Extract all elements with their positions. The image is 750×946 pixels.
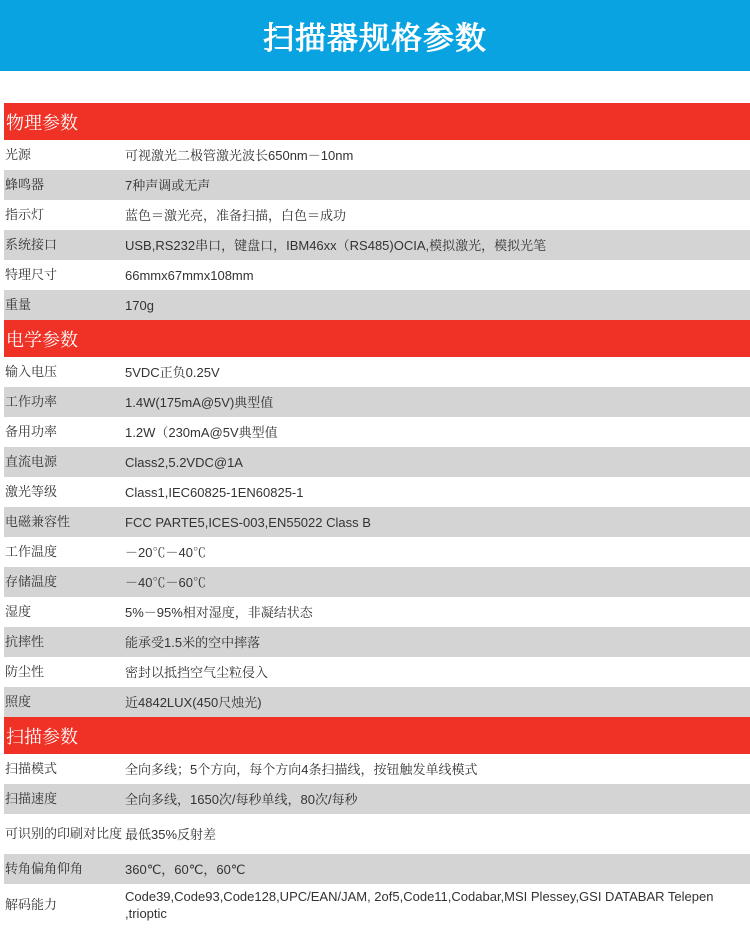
section-header-electrical: 电学参数 [4, 320, 750, 357]
row-value: 全向多线；5个方向，每个方向4条扫描线，按钮触发单线模式 [125, 761, 478, 777]
table-row [4, 260, 750, 290]
table-row [4, 854, 750, 884]
table-row [4, 567, 750, 597]
row-label: 激光等级 [5, 484, 58, 500]
row-label: 可识别的印刷对比度 [5, 826, 123, 842]
row-label: 湿度 [5, 604, 32, 620]
table-row [4, 447, 750, 477]
row-value: 5VDC正负0.25V [125, 364, 220, 380]
table-row [4, 784, 750, 814]
row-label: 解码能力 [5, 897, 58, 913]
table-row [4, 230, 750, 260]
section-header-physical: 物理参数 [4, 103, 750, 140]
row-label: 工作温度 [5, 544, 58, 560]
table-row [4, 387, 750, 417]
row-label: 扫描模式 [5, 761, 58, 777]
table-row [4, 597, 750, 627]
table-row [4, 290, 750, 320]
section-header-scanning: 扫描参数 [4, 717, 750, 754]
row-label: 防尘性 [5, 664, 45, 680]
row-value: Class2,5.2VDC@1A [125, 454, 243, 470]
row-value: 66mmx67mmx108mm [125, 267, 254, 283]
table-row [4, 884, 750, 926]
row-label: 电磁兼容性 [5, 514, 71, 530]
row-label: 输入电压 [5, 364, 58, 380]
row-value: 密封以抵挡空气尘粒侵入 [125, 664, 269, 680]
row-value: 能承受1.5米的空中摔落 [125, 634, 261, 650]
row-label: 蜂鸣器 [5, 177, 45, 193]
table-row [4, 477, 750, 507]
row-label: 特理尺寸 [5, 267, 58, 283]
table-row [4, 687, 750, 717]
spec-table [4, 103, 750, 926]
table-row [4, 357, 750, 387]
row-label: 重量 [5, 297, 32, 313]
row-value: 全向多线，1650次/每秒单线，80次/每秒 [125, 791, 358, 807]
row-value: 360℃，60℃，60℃ [125, 861, 246, 877]
row-label: 工作功率 [5, 394, 58, 410]
row-label: 直流电源 [5, 454, 58, 470]
row-value: 7种声调或无声 [125, 177, 211, 193]
row-value: 可视激光二极管激光波长650nm－10nm [125, 147, 354, 163]
table-row [4, 627, 750, 657]
page-title: 扫描器规格参数 [263, 21, 487, 57]
table-row [4, 140, 750, 170]
row-label: 抗摔性 [5, 634, 45, 650]
table-row [4, 507, 750, 537]
table-row [4, 754, 750, 784]
row-value: Code39,Code93,Code128,UPC/EAN/JAM, 2of5,Code11,Codabar,MSI Plessey,GSI DATABAR Telepen ,trioptic [125, 889, 714, 921]
row-label: 系统接口 [5, 237, 58, 253]
row-value: FCC PARTE5,ICES-003,EN55022 Class B [125, 514, 371, 530]
row-value: 170g [125, 297, 154, 313]
row-value: 最低35%反射差 [125, 826, 217, 842]
row-label: 指示灯 [5, 207, 45, 223]
table-row [4, 200, 750, 230]
row-value: Class1,IEC60825-1EN60825-1 [125, 484, 304, 500]
row-value: 近4842LUX(450尺烛光) [125, 694, 262, 710]
row-label: 存储温度 [5, 574, 58, 590]
row-label: 备用功率 [5, 424, 58, 440]
row-value: －40℃－60℃ [125, 574, 206, 590]
table-row [4, 417, 750, 447]
title-bar [0, 0, 750, 71]
row-value: 5%－95%相对湿度，非凝结状态 [125, 604, 313, 620]
table-row [4, 170, 750, 200]
table-row [4, 814, 750, 854]
row-value: 1.2W（230mA@5V典型值 [125, 424, 278, 440]
row-value: 蓝色＝激光亮，准备扫描，白色＝成功 [125, 207, 347, 223]
row-label: 扫描速度 [5, 791, 58, 807]
table-row [4, 657, 750, 687]
table-row [4, 537, 750, 567]
row-label: 转角偏角仰角 [5, 861, 84, 877]
row-label: 照度 [5, 694, 32, 710]
row-value: USB,RS232串口，键盘口，IBM46xx（RS485)OCIA,模拟激光，模拟光笔 [125, 237, 547, 253]
row-value: －20℃－40℃ [125, 544, 206, 560]
row-value: 1.4W(175mA@5V)典型值 [125, 394, 274, 410]
row-label: 光源 [5, 147, 32, 163]
